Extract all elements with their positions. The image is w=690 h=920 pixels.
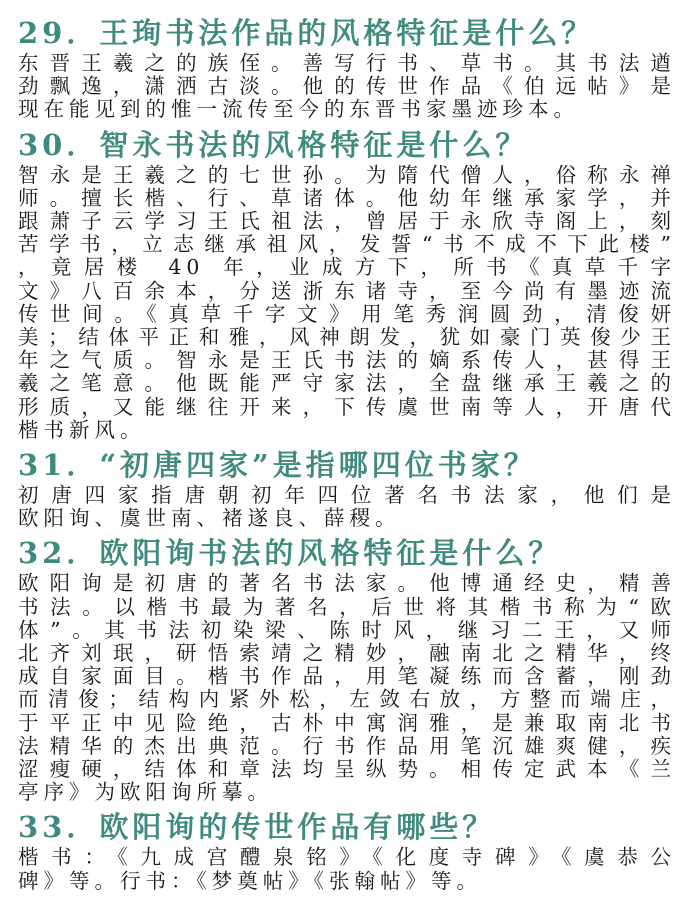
answer-text (18, 572, 676, 804)
answer-text (18, 846, 676, 892)
answer-line: 楷书新风。 (18, 417, 146, 442)
answer-text (18, 164, 676, 442)
answer-line: 师。擅长楷、行、草诸体。他幼年继承家学，并 (18, 185, 676, 210)
answer-line: 而清俊；结构内紧外松，左敛右放，方整而端庄， (18, 687, 676, 712)
qa-section (18, 534, 676, 804)
answer-line: 北齐刘珉，研悟索靖之精妙，融南北之精华，终 (18, 641, 676, 666)
question-heading: 33．欧阳询的传世作品有哪些？ (18, 810, 496, 845)
qa-section (18, 126, 676, 442)
answer-line: 羲之笔意。他既能严守家法，全盘继承王羲之的 (18, 371, 676, 396)
answer-line: 碑》等。行书：《梦奠帖》《张翰帖》等。 (18, 868, 482, 893)
answer-text (18, 52, 676, 122)
answer-line: 法精华的杰出典范。行书作品用笔沉雄爽健，疾 (18, 733, 676, 758)
answer-line: 跟萧子云学习王氏祖法，曾居于永欣寺阁上，刻 (18, 209, 676, 234)
question-heading: 30．智永书法的风格特征是什么？ (18, 127, 529, 162)
answer-line: 于平正中见险绝，古朴中寓润雅，是兼取南北书 (18, 710, 676, 735)
answer-line: 智永是王羲之的七世孙。为隋代僧人，俗称永禅 (18, 162, 676, 187)
answer-line: 欧阳询、虞世南、褚遂良、薛稷。 (18, 506, 401, 531)
question-heading: 31．“初唐四家”是指哪四位书家？ (18, 448, 537, 483)
qa-section (18, 14, 676, 122)
answer-line: 传世间。《真草千字文》用笔秀润圆劲，清俊妍 (18, 301, 676, 326)
answer-line: 年之气质。智永是王氏书法的嫡系传人，甚得王 (18, 348, 676, 373)
answer-line: 苦学书，立志继承祖风，发誓“书不成不下此楼” (18, 232, 676, 257)
answer-line: 文》八百余本，分送浙东诸寺，至今尚有墨迹流 (18, 278, 676, 303)
answer-line: 形质，又能继往开来，下传虞世南等人，开唐代 (18, 394, 676, 419)
answer-line: ，竟居楼 40 年，业成方下，所书《真草千字 (18, 255, 676, 280)
answer-line: 初唐四家指唐朝初年四位著名书法家，他们是 (18, 483, 676, 508)
answer-line: 现在能见到的惟一流传至今的东晋书家墨迹珍本。 (18, 97, 579, 122)
question-heading: 32．欧阳询书法的风格特征是什么？ (18, 536, 562, 571)
answer-line: 欧阳询是初唐的著名书法家。他博通经史，精善 (18, 571, 676, 596)
answer-text (18, 484, 676, 530)
answer-line: 美；结体平正和雅，风神朗发，犹如豪门英俊少王 (18, 325, 676, 350)
answer-line: 劲飘逸，潇洒古淡。他的传世作品《伯远帖》是 (18, 74, 676, 99)
question-heading: 29．王珣书法作品的风格特征是什么？ (18, 16, 595, 50)
answer-line: 楷书：《九成宫醴泉铭》《化度寺碑》《虞恭公 (18, 845, 676, 870)
answer-line: 成自家面目。楷书作品，用笔凝练而含蓄，刚劲 (18, 664, 676, 689)
answer-line: 涩瘦硬，结体和章法均呈纵势。相传定武本《兰 (18, 757, 676, 782)
qa-section (18, 446, 676, 530)
answer-line: 亭序》为欧阳询所摹。 (18, 780, 273, 805)
answer-line: 东晋王羲之的族侄。善写行书、草书。其书法遒 (18, 51, 676, 75)
answer-line: 书法。以楷书最为著名，后世将其楷书称为“欧 (18, 594, 676, 619)
qa-section (18, 808, 676, 892)
answer-line: 体”。其书法初染梁、陈时风，继习二王，又师 (18, 617, 676, 642)
